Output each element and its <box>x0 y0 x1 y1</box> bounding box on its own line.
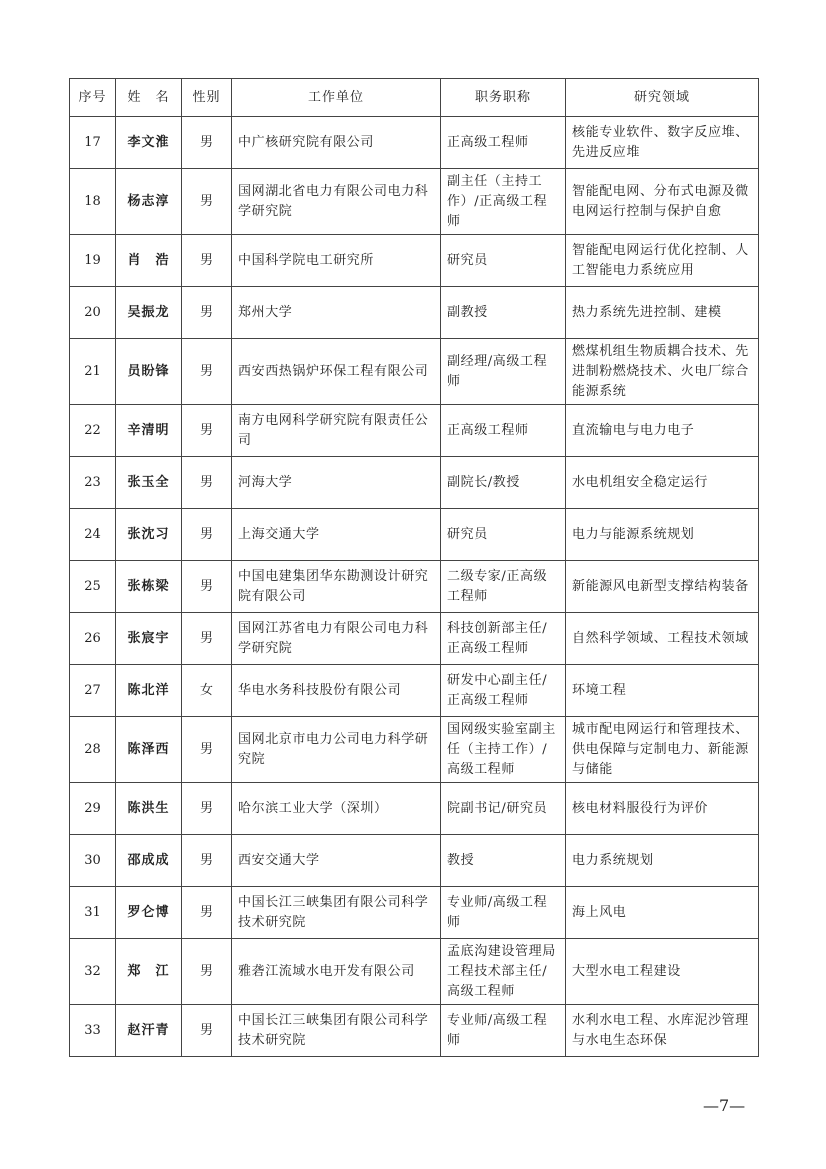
row-gender: 男 <box>182 939 232 1005</box>
row-title: 研究员 <box>441 235 566 287</box>
row-name: 辛清明 <box>116 405 182 457</box>
row-unit: 雅砻江流域水电开发有限公司 <box>232 939 441 1005</box>
row-no: 29 <box>70 783 116 835</box>
table-row <box>70 717 759 783</box>
row-name: 张栋梁 <box>116 561 182 613</box>
table-row <box>70 117 759 169</box>
row-gender: 男 <box>182 613 232 665</box>
row-field: 大型水电工程建设 <box>566 939 759 1005</box>
row-title: 副经理/高级工程师 <box>441 339 566 405</box>
row-title: 正高级工程师 <box>441 117 566 169</box>
header-name: 姓 名 <box>116 79 182 117</box>
row-unit: 西安交通大学 <box>232 835 441 887</box>
row-unit: 上海交通大学 <box>232 509 441 561</box>
row-unit: 中国长江三峡集团有限公司科学技术研究院 <box>232 887 441 939</box>
row-gender: 男 <box>182 887 232 939</box>
row-no: 24 <box>70 509 116 561</box>
row-title: 孟底沟建设管理局工程技术部主任/高级工程师 <box>441 939 566 1005</box>
row-gender: 男 <box>182 339 232 405</box>
row-title: 研发中心副主任/正高级工程师 <box>441 665 566 717</box>
row-unit: 华电水务科技股份有限公司 <box>232 665 441 717</box>
row-gender: 男 <box>182 457 232 509</box>
row-no: 22 <box>70 405 116 457</box>
row-field: 新能源风电新型支撑结构装备 <box>566 561 759 613</box>
row-field: 电力与能源系统规划 <box>566 509 759 561</box>
row-name: 陈洪生 <box>116 783 182 835</box>
row-gender: 男 <box>182 235 232 287</box>
row-name: 员盼锋 <box>116 339 182 405</box>
row-gender: 男 <box>182 835 232 887</box>
row-field: 电力系统规划 <box>566 835 759 887</box>
row-gender: 男 <box>182 117 232 169</box>
row-field: 环境工程 <box>566 665 759 717</box>
row-title: 国网级实验室副主任（主持工作）/高级工程师 <box>441 717 566 783</box>
table-row <box>70 457 759 509</box>
row-field: 海上风电 <box>566 887 759 939</box>
row-gender: 男 <box>182 783 232 835</box>
page-number: —7— <box>703 1096 746 1115</box>
row-title: 专业师/高级工程师 <box>441 887 566 939</box>
row-no: 27 <box>70 665 116 717</box>
row-unit: 河海大学 <box>232 457 441 509</box>
row-title: 科技创新部主任/正高级工程师 <box>441 613 566 665</box>
expert-list-table <box>69 78 759 1057</box>
row-no: 28 <box>70 717 116 783</box>
row-name: 张玉全 <box>116 457 182 509</box>
row-field: 直流输电与电力电子 <box>566 405 759 457</box>
row-unit: 中国电建集团华东勘测设计研究院有限公司 <box>232 561 441 613</box>
row-field: 核能专业软件、数字反应堆、先进反应堆 <box>566 117 759 169</box>
table-row <box>70 235 759 287</box>
row-unit: 西安西热锅炉环保工程有限公司 <box>232 339 441 405</box>
row-name: 陈北洋 <box>116 665 182 717</box>
row-gender: 男 <box>182 169 232 235</box>
row-title: 研究员 <box>441 509 566 561</box>
table-row <box>70 339 759 405</box>
row-name: 张宸宇 <box>116 613 182 665</box>
row-unit: 国网北京市电力公司电力科学研究院 <box>232 717 441 783</box>
row-field: 城市配电网运行和管理技术、供电保障与定制电力、新能源与储能 <box>566 717 759 783</box>
row-no: 33 <box>70 1005 116 1057</box>
table-row <box>70 887 759 939</box>
row-no: 21 <box>70 339 116 405</box>
table-row <box>70 939 759 1005</box>
row-gender: 男 <box>182 509 232 561</box>
row-field: 水利水电工程、水库泥沙管理与水电生态环保 <box>566 1005 759 1057</box>
row-field: 智能配电网运行优化控制、人工智能电力系统应用 <box>566 235 759 287</box>
row-name: 李文淮 <box>116 117 182 169</box>
row-unit: 郑州大学 <box>232 287 441 339</box>
table-row <box>70 287 759 339</box>
header-no: 序号 <box>70 79 116 117</box>
row-unit: 国网江苏省电力有限公司电力科学研究院 <box>232 613 441 665</box>
row-field: 核电材料服役行为评价 <box>566 783 759 835</box>
header-title: 职务职称 <box>441 79 566 117</box>
header-field: 研究领域 <box>566 79 759 117</box>
header-unit: 工作单位 <box>232 79 441 117</box>
table-row <box>70 169 759 235</box>
row-field: 水电机组安全稳定运行 <box>566 457 759 509</box>
row-title: 副教授 <box>441 287 566 339</box>
row-gender: 男 <box>182 405 232 457</box>
row-name: 杨志淳 <box>116 169 182 235</box>
row-no: 23 <box>70 457 116 509</box>
row-title: 院副书记/研究员 <box>441 783 566 835</box>
row-no: 19 <box>70 235 116 287</box>
row-name: 罗仑博 <box>116 887 182 939</box>
row-gender: 男 <box>182 717 232 783</box>
row-no: 18 <box>70 169 116 235</box>
row-gender: 女 <box>182 665 232 717</box>
row-title: 二级专家/正高级工程师 <box>441 561 566 613</box>
row-unit: 哈尔滨工业大学（深圳） <box>232 783 441 835</box>
table-row <box>70 835 759 887</box>
row-title: 正高级工程师 <box>441 405 566 457</box>
row-title: 副主任（主持工作）/正高级工程师 <box>441 169 566 235</box>
row-no: 20 <box>70 287 116 339</box>
row-gender: 男 <box>182 287 232 339</box>
row-no: 32 <box>70 939 116 1005</box>
row-field: 热力系统先进控制、建模 <box>566 287 759 339</box>
row-name: 赵汗青 <box>116 1005 182 1057</box>
row-no: 17 <box>70 117 116 169</box>
row-name: 陈泽西 <box>116 717 182 783</box>
row-name: 吴振龙 <box>116 287 182 339</box>
row-gender: 男 <box>182 561 232 613</box>
row-title: 教授 <box>441 835 566 887</box>
row-unit: 南方电网科学研究院有限责任公司 <box>232 405 441 457</box>
row-unit: 国网湖北省电力有限公司电力科学研究院 <box>232 169 441 235</box>
row-no: 31 <box>70 887 116 939</box>
row-title: 副院长/教授 <box>441 457 566 509</box>
table-row <box>70 665 759 717</box>
row-name: 张沈习 <box>116 509 182 561</box>
row-name: 郑 江 <box>116 939 182 1005</box>
table-row <box>70 1005 759 1057</box>
row-unit: 中广核研究院有限公司 <box>232 117 441 169</box>
table-row <box>70 509 759 561</box>
row-field: 自然科学领域、工程技术领域 <box>566 613 759 665</box>
table-row <box>70 405 759 457</box>
header-gender: 性别 <box>182 79 232 117</box>
row-title: 专业师/高级工程师 <box>441 1005 566 1057</box>
row-field: 智能配电网、分布式电源及微电网运行控制与保护自愈 <box>566 169 759 235</box>
row-unit: 中国科学院电工研究所 <box>232 235 441 287</box>
table-row <box>70 561 759 613</box>
table-row <box>70 783 759 835</box>
row-field: 燃煤机组生物质耦合技术、先进制粉燃烧技术、火电厂综合能源系统 <box>566 339 759 405</box>
row-name: 肖 浩 <box>116 235 182 287</box>
row-name: 邵成成 <box>116 835 182 887</box>
table-row <box>70 613 759 665</box>
row-unit: 中国长江三峡集团有限公司科学技术研究院 <box>232 1005 441 1057</box>
header-row <box>70 79 759 117</box>
row-no: 30 <box>70 835 116 887</box>
row-no: 26 <box>70 613 116 665</box>
row-no: 25 <box>70 561 116 613</box>
row-gender: 男 <box>182 1005 232 1057</box>
